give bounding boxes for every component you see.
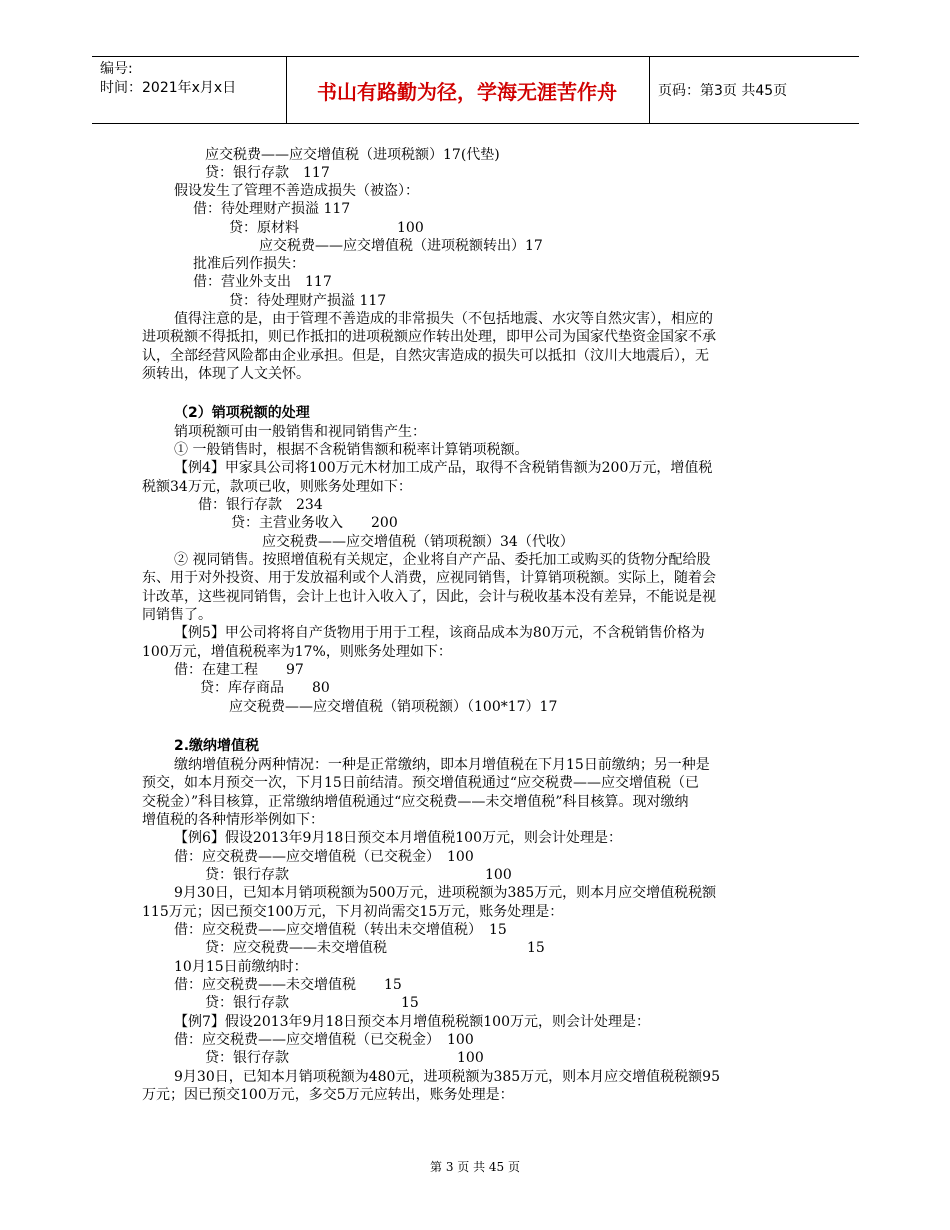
text-line: 借：应交税费——应交增值税（转出未交增值税） 15 <box>174 922 507 938</box>
text-line: 10月15日前缴纳时： <box>174 959 308 975</box>
header-motto: 书山有路勤为径，学海无涯苦作舟 <box>317 80 617 104</box>
text-line: 贷：主营业务收入 200 <box>231 515 398 531</box>
page-footer: 第 3 页 共 45 页 <box>430 1160 520 1174</box>
text-line: 批准后列作损失： <box>193 256 305 272</box>
document-header <box>92 56 859 124</box>
text-line: 借：应交税费——应交增值税（已交税金） 100 <box>174 849 474 865</box>
text-line: 税额34万元，款项已收，则账务处理如下： <box>142 479 412 495</box>
text-line: 销项税额可由一般销售和视同销售产生： <box>174 424 426 440</box>
text-line: 同销售了。 <box>142 607 212 623</box>
text-line: 进项税额不得抵扣，则已作抵扣的进项税额应作转出处理，即甲公司为国家代垫资金国家不承 <box>142 329 716 345</box>
text-line: 借：应交税费——应交增值税（已交税金） 100 <box>174 1032 474 1048</box>
text-line: 借：待处理财产损溢 117 <box>193 201 351 217</box>
text-line: 115万元；因已预交100万元，下月初尚需交15万元，账务处理是： <box>142 904 564 920</box>
text-line: 9月30日，已知本月销项税额为480元，进项税额为385万元，则本月应交增值税税额95 <box>174 1069 720 1085</box>
header-time-label: 时间：2021年x月x日 <box>100 80 237 96</box>
text-line: 贷：银行存款 15 <box>205 995 419 1011</box>
header-divider-left <box>286 57 287 123</box>
text-line: 应交税费——应交增值税（销项税额）34（代收） <box>262 534 574 550</box>
text-line: 须转出，体现了人文关怀。 <box>142 366 310 382</box>
text-line: ① 一般销售时，根据不含税销售额和税率计算销项税额。 <box>174 442 529 458</box>
text-line: 预交，如本月预交一次，下月15日前结清。预交增值税通过“应交税费——应交增值税（已 <box>142 775 699 791</box>
text-line: 贷：银行存款 100 <box>205 867 512 883</box>
text-line: 贷：待处理财产损溢 117 <box>229 293 387 309</box>
section-heading: （2）销项税额的处理 <box>174 405 310 421</box>
header-left <box>100 60 236 98</box>
text-line: ② 视同销售。按照增值税有关规定，企业将自产产品、委托加工或购买的货物分配给股 <box>174 552 711 568</box>
header-page-number: 页码：第3页 共45页 <box>658 83 788 99</box>
text-line: 100万元，增值税税率为17%，则账务处理如下： <box>142 644 452 660</box>
header-number-label: 编号: <box>100 61 133 77</box>
text-line: 认，全部经营风险都由企业承担。但是，自然灾害造成的损失可以抵扣（汶川大地震后），无 <box>142 348 709 364</box>
text-line: 应交税费——应交增值税（进项税额）17(代垫) <box>205 147 500 163</box>
text-line: 借：营业外支出 117 <box>193 274 332 290</box>
text-line: 【例7】假设2013年9月18日预交本月增值税税额100万元，则会计处理是： <box>174 1014 650 1030</box>
text-line: 交税金）”科目核算，正常缴纳增值税通过“应交税费——未交增值税”科目核算。现对缴纳 <box>142 794 689 810</box>
text-line: 【例6】假设2013年9月18日预交本月增值税100万元，则会计处理是： <box>174 830 622 846</box>
text-line: 借：应交税费——未交增值税 15 <box>174 977 402 993</box>
text-line: 【例4】甲家具公司将100万元木材加工成产品，取得不含税销售额为200万元，增值税 <box>174 460 713 476</box>
text-line: 贷：原材料 100 <box>229 220 424 236</box>
header-divider-right <box>649 57 650 123</box>
text-line: 增值税的各种情形举例如下： <box>142 812 324 828</box>
text-line: 万元；因已预交100万元，多交5万元应转出，账务处理是： <box>142 1087 514 1103</box>
text-line: 贷：应交税费——未交增值税 15 <box>205 940 545 956</box>
text-line: 假设发生了管理不善造成损失（被盗）： <box>174 183 419 199</box>
text-line: 东、用于对外投资、用于发放福利或个人消费，应视同销售，计算销项税额。实际上，随着会 <box>142 570 716 586</box>
text-line: 借：银行存款 234 <box>198 497 323 513</box>
text-line: 贷：银行存款 117 <box>205 165 330 181</box>
section-heading: 2.缴纳增值税 <box>174 738 260 754</box>
text-line: 值得注意的是，由于管理不善造成的非常损失（不包括地震、水灾等自然灾害），相应的 <box>174 311 713 327</box>
text-line: 缴纳增值税分两种情况：一种是正常缴纳，即本月增值税在下月15日前缴纳；另一种是 <box>174 757 710 773</box>
text-line: 贷：银行存款 100 <box>205 1050 484 1066</box>
text-line: 计改革，这些视同销售，会计上也计入收入了，因此，会计与税收基本没有差异，不能说是视 <box>142 589 716 605</box>
text-line: 应交税费——应交增值税（销项税额）（100*17）17 <box>229 699 558 715</box>
text-line: 贷：库存商品 80 <box>200 680 330 696</box>
text-line: 应交税费——应交增值税（进项税额转出）17 <box>259 238 543 254</box>
text-line: 【例5】甲公司将将自产货物用于用于工程，该商品成本为80万元，不含税销售价格为 <box>174 625 705 641</box>
text-line: 借：在建工程 97 <box>174 662 304 678</box>
text-line: 9月30日，已知本月销项税额为500万元，进项税额为385万元，则本月应交增值税税额 <box>174 885 717 901</box>
